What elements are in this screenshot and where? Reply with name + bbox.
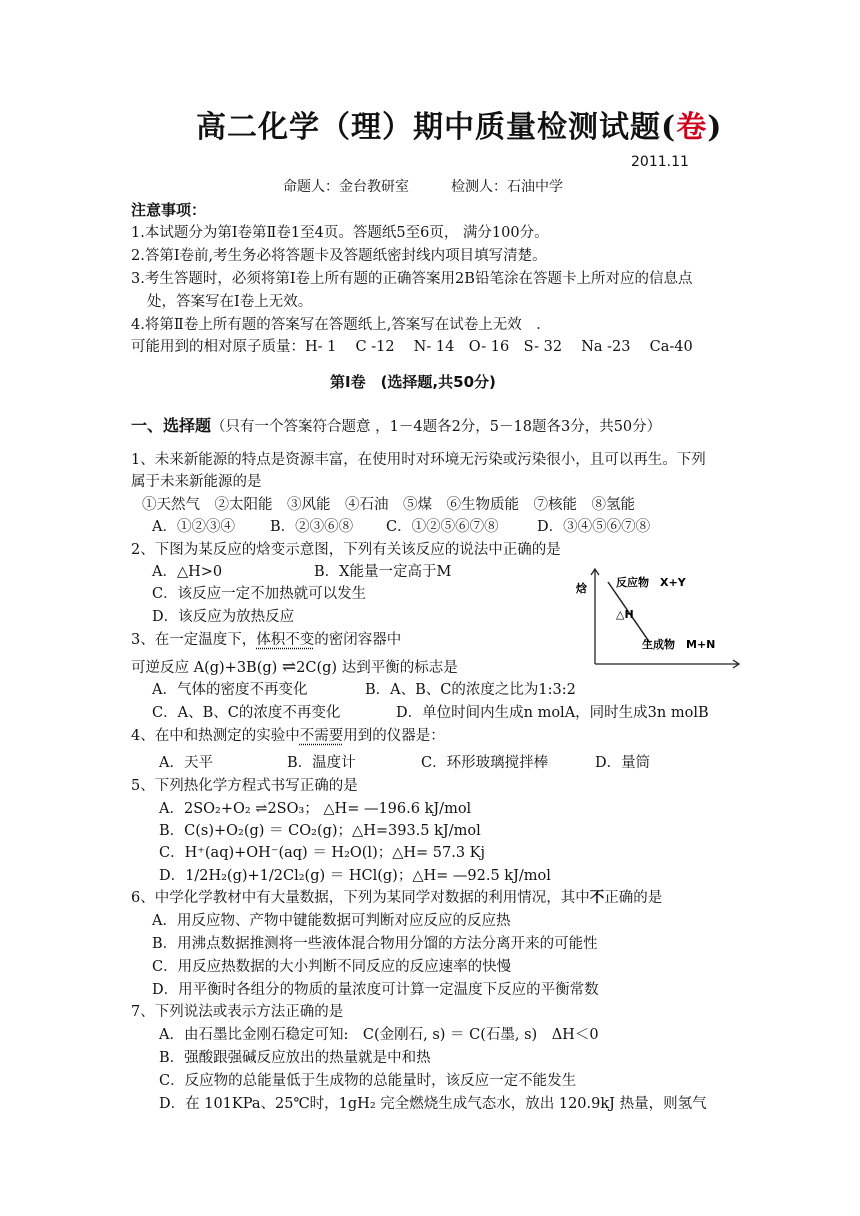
q3-reaction-pre: 可逆反应 A(g)+3B(g) — [131, 660, 282, 676]
title-red-char: 卷 — [676, 110, 708, 145]
exam-date: 2011.11 — [631, 154, 689, 170]
q5-option-c: C．H⁺(aq)+OH⁻(aq) ＝ H₂O(l)；△H= 57.3 Kj — [159, 845, 486, 861]
q5-option-b: B．C(s)+O₂(g) ＝ CO₂(g)；△H=393.5 kJ/mol — [159, 823, 481, 839]
q3-stem-emphasis: 体积不变 — [256, 632, 315, 648]
q6-option-b: B．用沸点数据推测将一些液体混合物用分馏的方法分离开来的可能性 — [152, 936, 598, 952]
q1-stem: 属于未来新能源的是 — [131, 474, 262, 490]
q6-option-c: C．用反应热数据的大小判断不同反应的反应速率的快慢 — [152, 959, 512, 975]
q3-reaction-post: 2C(g) 达到平衡的标志是 — [296, 660, 458, 676]
q3-option-a: A．气体的密度不再变化 — [152, 682, 308, 698]
q7-option-d: D．在 101KPa、25℃时，1gH₂ 完全燃烧生成气态水，放出 120.9kJ 热量，则氢气 — [159, 1096, 707, 1112]
q1-option-d: D．③④⑤⑥⑦⑧ — [537, 519, 651, 535]
notice-item: 4.将第Ⅱ卷上所有题的答案写在答题纸上,答案写在试卷上无效 ． — [131, 317, 551, 333]
q2-option-c: C．该反应一定不加热就可以发生 — [152, 586, 367, 602]
q2-option-a: A．△H>0 — [152, 564, 223, 580]
q4-stem-post: 用到的仪器是： — [343, 728, 445, 744]
enthalpy-diagram — [570, 566, 745, 671]
section-heading: 一、选择题 — [131, 416, 212, 435]
q1-option-b: B．②③⑥⑧ — [270, 519, 354, 535]
q7-option-a: A．由石墨比金刚石稳定可知: C(金刚石, s) ＝ C(石墨, s) ΔH＜0 — [159, 1027, 599, 1043]
q6-stem-post: 正确的是 — [604, 890, 663, 906]
q3-stem-pre: 3、在一定温度下， — [131, 632, 257, 648]
q1-option-a: A．①②③④ — [152, 519, 235, 535]
q3-reaction — [131, 657, 458, 678]
authors-line: 命题人：金台教研室 检测人：石油中学 — [283, 179, 563, 195]
notice-item: 1.本试题分为第Ⅰ卷第Ⅱ卷1至4页。答题纸5至6页， 满分100分。 — [131, 225, 549, 241]
q6-option-a: A．用反应物、产物中键能数据可判断对应反应的反应热 — [152, 913, 511, 929]
equilibrium-arrow: ⇌ — [281, 657, 297, 677]
q6-stem-pre: 6、中学化学教材中有大量数据，下列为某同学对数据的利用情况，其中 — [131, 890, 590, 906]
page-title — [196, 108, 722, 148]
q1-stem: 1、未来新能源的特点是资源丰富，在使用时对环境无污染或污染很小，且可以再生。下列 — [131, 452, 706, 468]
q3-stem-post: 的密闭容器中 — [314, 632, 402, 648]
q4-stem — [131, 726, 445, 746]
q5-option-d: D．1/2H₂(g)+1/2Cl₂(g) ＝ HCl(g)；△H= —92.5 kJ/mol — [159, 868, 551, 884]
q3-option-c: C．A、B、C的浓度不再变化 — [152, 705, 341, 721]
atomic-masses: 可能用到的相对原子质量：H- 1 C -12 N- 14 O- 16 S- 32 Na -23 Ca-40 — [131, 339, 693, 355]
notice-item: 处，答案写在Ⅰ卷上无效。 — [147, 294, 313, 310]
q5-stem: 5、下列热化学方程式书写正确的是 — [131, 778, 358, 794]
title-end: ) — [707, 110, 723, 145]
q3-stem — [131, 630, 401, 650]
q4-option-a: A．天平 — [159, 755, 213, 771]
title-main: 高二化学（理）期中质量检测试题( — [196, 110, 677, 145]
notice-heading: 注意事项： — [131, 201, 207, 219]
part1-title: 第Ⅰ卷 (选择题,共50分) — [330, 373, 496, 391]
notice-item: 3.考生答题时，必须将第Ⅰ卷上所有题的正确答案用2B铅笔涂在答题卡上所对应的信息点 — [131, 271, 693, 287]
q7-stem: 7、下列说法或表示方法正确的是 — [131, 1004, 344, 1020]
q2-stem: 2、下图为某反应的焓变示意图，下列有关该反应的说法中正确的是 — [131, 542, 561, 558]
q7-option-b: B．强酸跟强碱反应放出的热量就是中和热 — [159, 1050, 431, 1066]
q2-option-d: D．该反应为放热反应 — [152, 609, 295, 625]
q4-option-b: B．温度计 — [287, 755, 356, 771]
q1-items: ①天然气 ②太阳能 ③风能 ④石油 ⑤煤 ⑥生物质能 ⑦核能 ⑧氢能 — [142, 497, 635, 513]
q4-option-c: C．环形玻璃搅拌棒 — [421, 755, 549, 771]
q6-stem — [131, 888, 662, 908]
q7-option-c: C．反应物的总能量低于生成物的总能量时，该反应一定不能发生 — [159, 1073, 577, 1089]
q1-option-c: C．①②⑤⑥⑦⑧ — [386, 519, 499, 535]
q4-option-d: D．量筒 — [595, 755, 651, 771]
q6-option-d: D．用平衡时各组分的物质的量浓度可计算一定温度下反应的平衡常数 — [152, 982, 599, 998]
q3-option-d: D．单位时间内生成n molA，同时生成3n molB — [396, 705, 709, 721]
q3-option-b: B．A、B、C的浓度之比为1:3:2 — [365, 682, 576, 698]
q5-option-a: A．2SO₂+O₂ ⇌2SO₃； △H= —196.6 kJ/mol — [159, 801, 472, 817]
q4-stem-emphasis: 不需要 — [299, 728, 344, 744]
section-note: （只有一个答案符合题意 ，1－4题各2分，5－18题各3分，共50分） — [211, 419, 662, 435]
q6-stem-emphasis: 不 — [589, 889, 605, 906]
section-heading-line — [131, 416, 661, 437]
reactant-label: 反应物 X+Y — [616, 576, 686, 589]
q4-stem-pre: 4、在中和热测定的实验中 — [131, 728, 300, 744]
q2-option-b: B．X能量一定高于M — [314, 564, 452, 580]
y-axis-label: 焓 — [576, 582, 587, 595]
product-label: 生成物 M+N — [642, 638, 716, 651]
notice-item: 2.答第Ⅰ卷前,考生务必将答题卡及答题纸密封线内项目填写清楚。 — [131, 248, 547, 264]
delta-h-label: △H — [616, 608, 634, 621]
